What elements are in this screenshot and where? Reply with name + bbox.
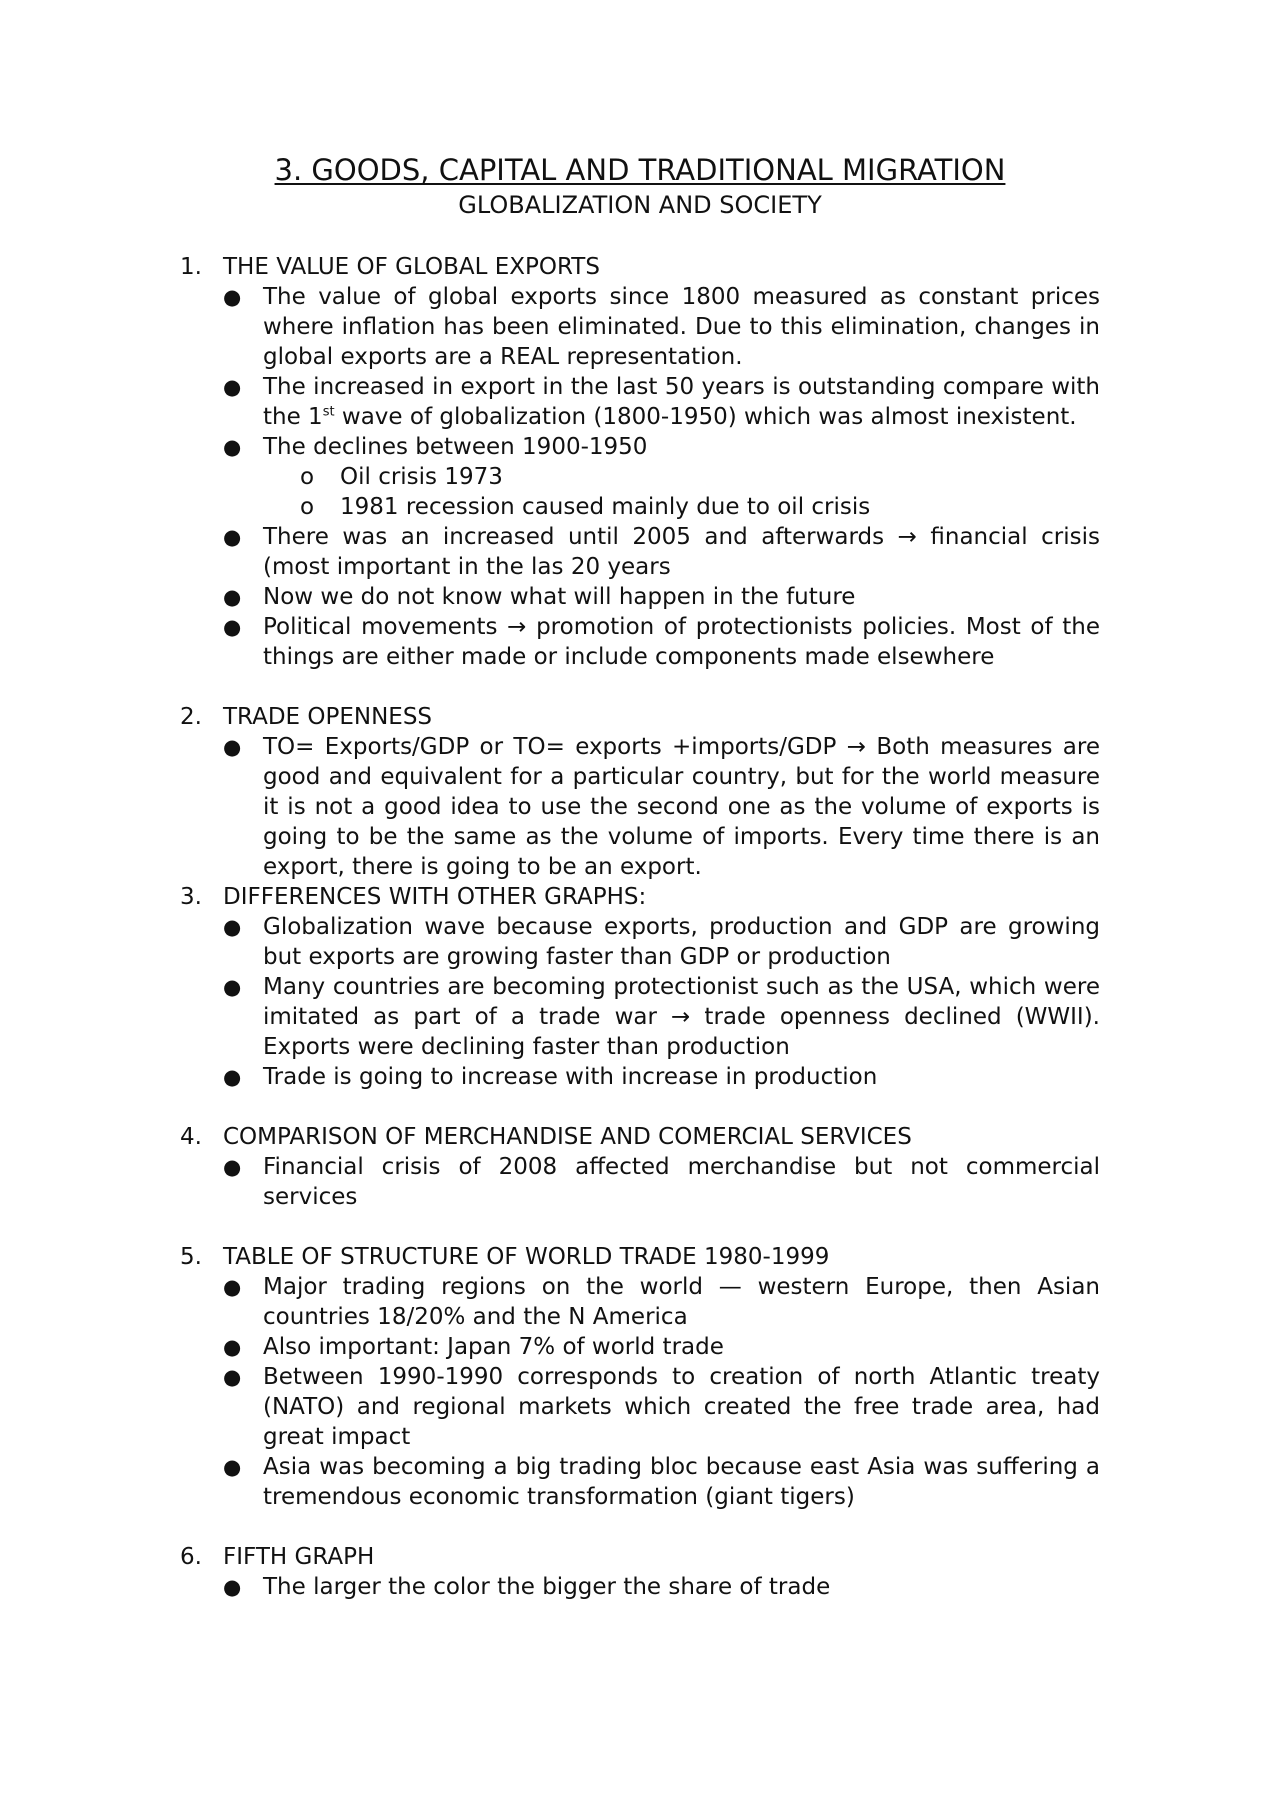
document-subtitle: GLOBALIZATION AND SOCIETY (458, 191, 822, 219)
bullet-icon: ● (223, 975, 242, 999)
list-item (223, 1152, 1100, 1212)
bullet-text: There was an increased until 2005 and afterwards → financial crisis (most important in the las 20 years (263, 524, 1100, 580)
bullet-icon: ● (223, 1455, 242, 1479)
list-item (223, 1362, 1100, 1452)
section-heading-text: COMPARISON OF MERCHANDISE AND COMERCIAL SERVICES (223, 1124, 912, 1150)
sub-bullet-text: Oil crisis 1973 (340, 464, 503, 490)
section-number: 6. (180, 1544, 202, 1570)
section-heading-text: THE VALUE OF GLOBAL EXPORTS (223, 254, 600, 280)
list-item (223, 522, 1100, 582)
list-item (223, 1272, 1100, 1332)
section-heading-text: TABLE OF STRUCTURE OF WORLD TRADE 1980-1999 (223, 1244, 830, 1270)
bullet-text: The larger the color the bigger the share of trade (263, 1574, 831, 1600)
section-merchandise-services (180, 1122, 1100, 1212)
document-title: 3. GOODS, CAPITAL AND TRADITIONAL MIGRATION (274, 153, 1006, 187)
bullet-text: TO= Exports/GDP or TO= exports +imports/GDP → Both measures are good and equivalent for a particular country, but for the world measure it is not a good idea to use the second one as the volume of exports is going to be the same as the volume of imports. Every time there is an export, there is going to be an export. (263, 734, 1100, 880)
sub-bullet-icon: o (300, 464, 315, 490)
section-number: 1. (180, 254, 202, 280)
bullet-icon: ● (223, 375, 242, 399)
bullet-text: The value of global exports since 1800 measured as constant prices where inflation has been eliminated. Due to this elimination, changes in global exports are a REAL representation. (263, 284, 1100, 370)
bullet-text: Between 1990-1990 corresponds to creation of north Atlantic treaty (NATO) and regional markets which created the free trade area, had great impact (263, 1364, 1100, 1450)
bullet-text-part: wave of globalization (1800-1950) which was almost inexistent. (334, 404, 1077, 430)
list-item (223, 732, 1100, 882)
section-heading (180, 1242, 1100, 1272)
section-fifth-graph (180, 1542, 1100, 1602)
bullet-icon: ● (223, 435, 242, 459)
bullet-icon: ● (223, 1575, 242, 1599)
section-number: 2. (180, 704, 202, 730)
section-world-trade-table (180, 1242, 1100, 1512)
list-item (223, 1452, 1100, 1512)
bullet-text (263, 372, 1100, 432)
bullet-text: Financial crisis of 2008 affected merchandise but not commercial services (263, 1154, 1100, 1210)
sub-list-item (300, 462, 1100, 492)
section-number: 5. (180, 1244, 202, 1270)
bullet-text: The declines between 1900-1950 (263, 434, 648, 460)
sub-list-item (300, 492, 1100, 522)
section-heading (180, 882, 1100, 912)
list-item (223, 612, 1100, 672)
list-item (223, 582, 1100, 612)
section-trade-openness (180, 702, 1100, 882)
bullet-text: Political movements → promotion of protectionists policies. Most of the things are either made or include components made elsewhere (263, 614, 1100, 670)
bullet-icon: ● (223, 1335, 242, 1359)
list-item (223, 972, 1100, 1062)
bullet-icon: ● (223, 1365, 242, 1389)
section-differences-graphs (180, 882, 1100, 1092)
list-item (223, 1062, 1100, 1092)
document-body (180, 252, 1100, 1602)
bullet-text: Also important: Japan 7% of world trade (263, 1334, 724, 1360)
bullet-text-part: The increased in export in the last 50 years is outstanding compare with the 1 (263, 374, 1100, 430)
bullet-text: Many countries are becoming protectionist such as the USA, which were imitated as part of a trade war → trade openness declined (WWII). Exports were declining faster than production (263, 974, 1100, 1060)
section-heading (180, 1122, 1100, 1152)
bullet-text: Trade is going to increase with increase in production (263, 1064, 878, 1090)
section-number: 3. (180, 884, 202, 910)
list-item (223, 1572, 1100, 1602)
bullet-text: Major trading regions on the world — western Europe, then Asian countries 18/20% and the N America (263, 1274, 1100, 1330)
bullet-text: Globalization wave because exports, production and GDP are growing but exports are growing faster than GDP or production (263, 914, 1100, 970)
bullet-icon: ● (223, 1065, 242, 1089)
section-heading (180, 252, 1100, 282)
section-heading-text: FIFTH GRAPH (223, 1544, 375, 1570)
bullet-text: Asia was becoming a big trading bloc because east Asia was suffering a tremendous economic transformation (giant tigers) (263, 1454, 1100, 1510)
sub-bullet-icon: o (300, 494, 315, 520)
bullet-icon: ● (223, 585, 242, 609)
bullet-icon: ● (223, 1155, 242, 1179)
section-heading-text: DIFFERENCES WITH OTHER GRAPHS: (223, 884, 647, 910)
list-item (223, 372, 1100, 432)
list-item (223, 282, 1100, 372)
section-global-exports (180, 252, 1100, 672)
bullet-icon: ● (223, 615, 242, 639)
list-item (223, 432, 1100, 462)
bullet-icon: ● (223, 915, 242, 939)
bullet-text: Now we do not know what will happen in the future (263, 584, 856, 610)
bullet-icon: ● (223, 735, 242, 759)
section-number: 4. (180, 1124, 202, 1150)
list-item (223, 912, 1100, 972)
list-item (223, 1332, 1100, 1362)
sub-bullet-text: 1981 recession caused mainly due to oil crisis (340, 494, 871, 520)
superscript: st (322, 404, 335, 420)
section-heading-text: TRADE OPENNESS (223, 704, 433, 730)
section-heading (180, 1542, 1100, 1572)
bullet-icon: ● (223, 1275, 242, 1299)
section-heading (180, 702, 1100, 732)
bullet-icon: ● (223, 525, 242, 549)
bullet-icon: ● (223, 285, 242, 309)
